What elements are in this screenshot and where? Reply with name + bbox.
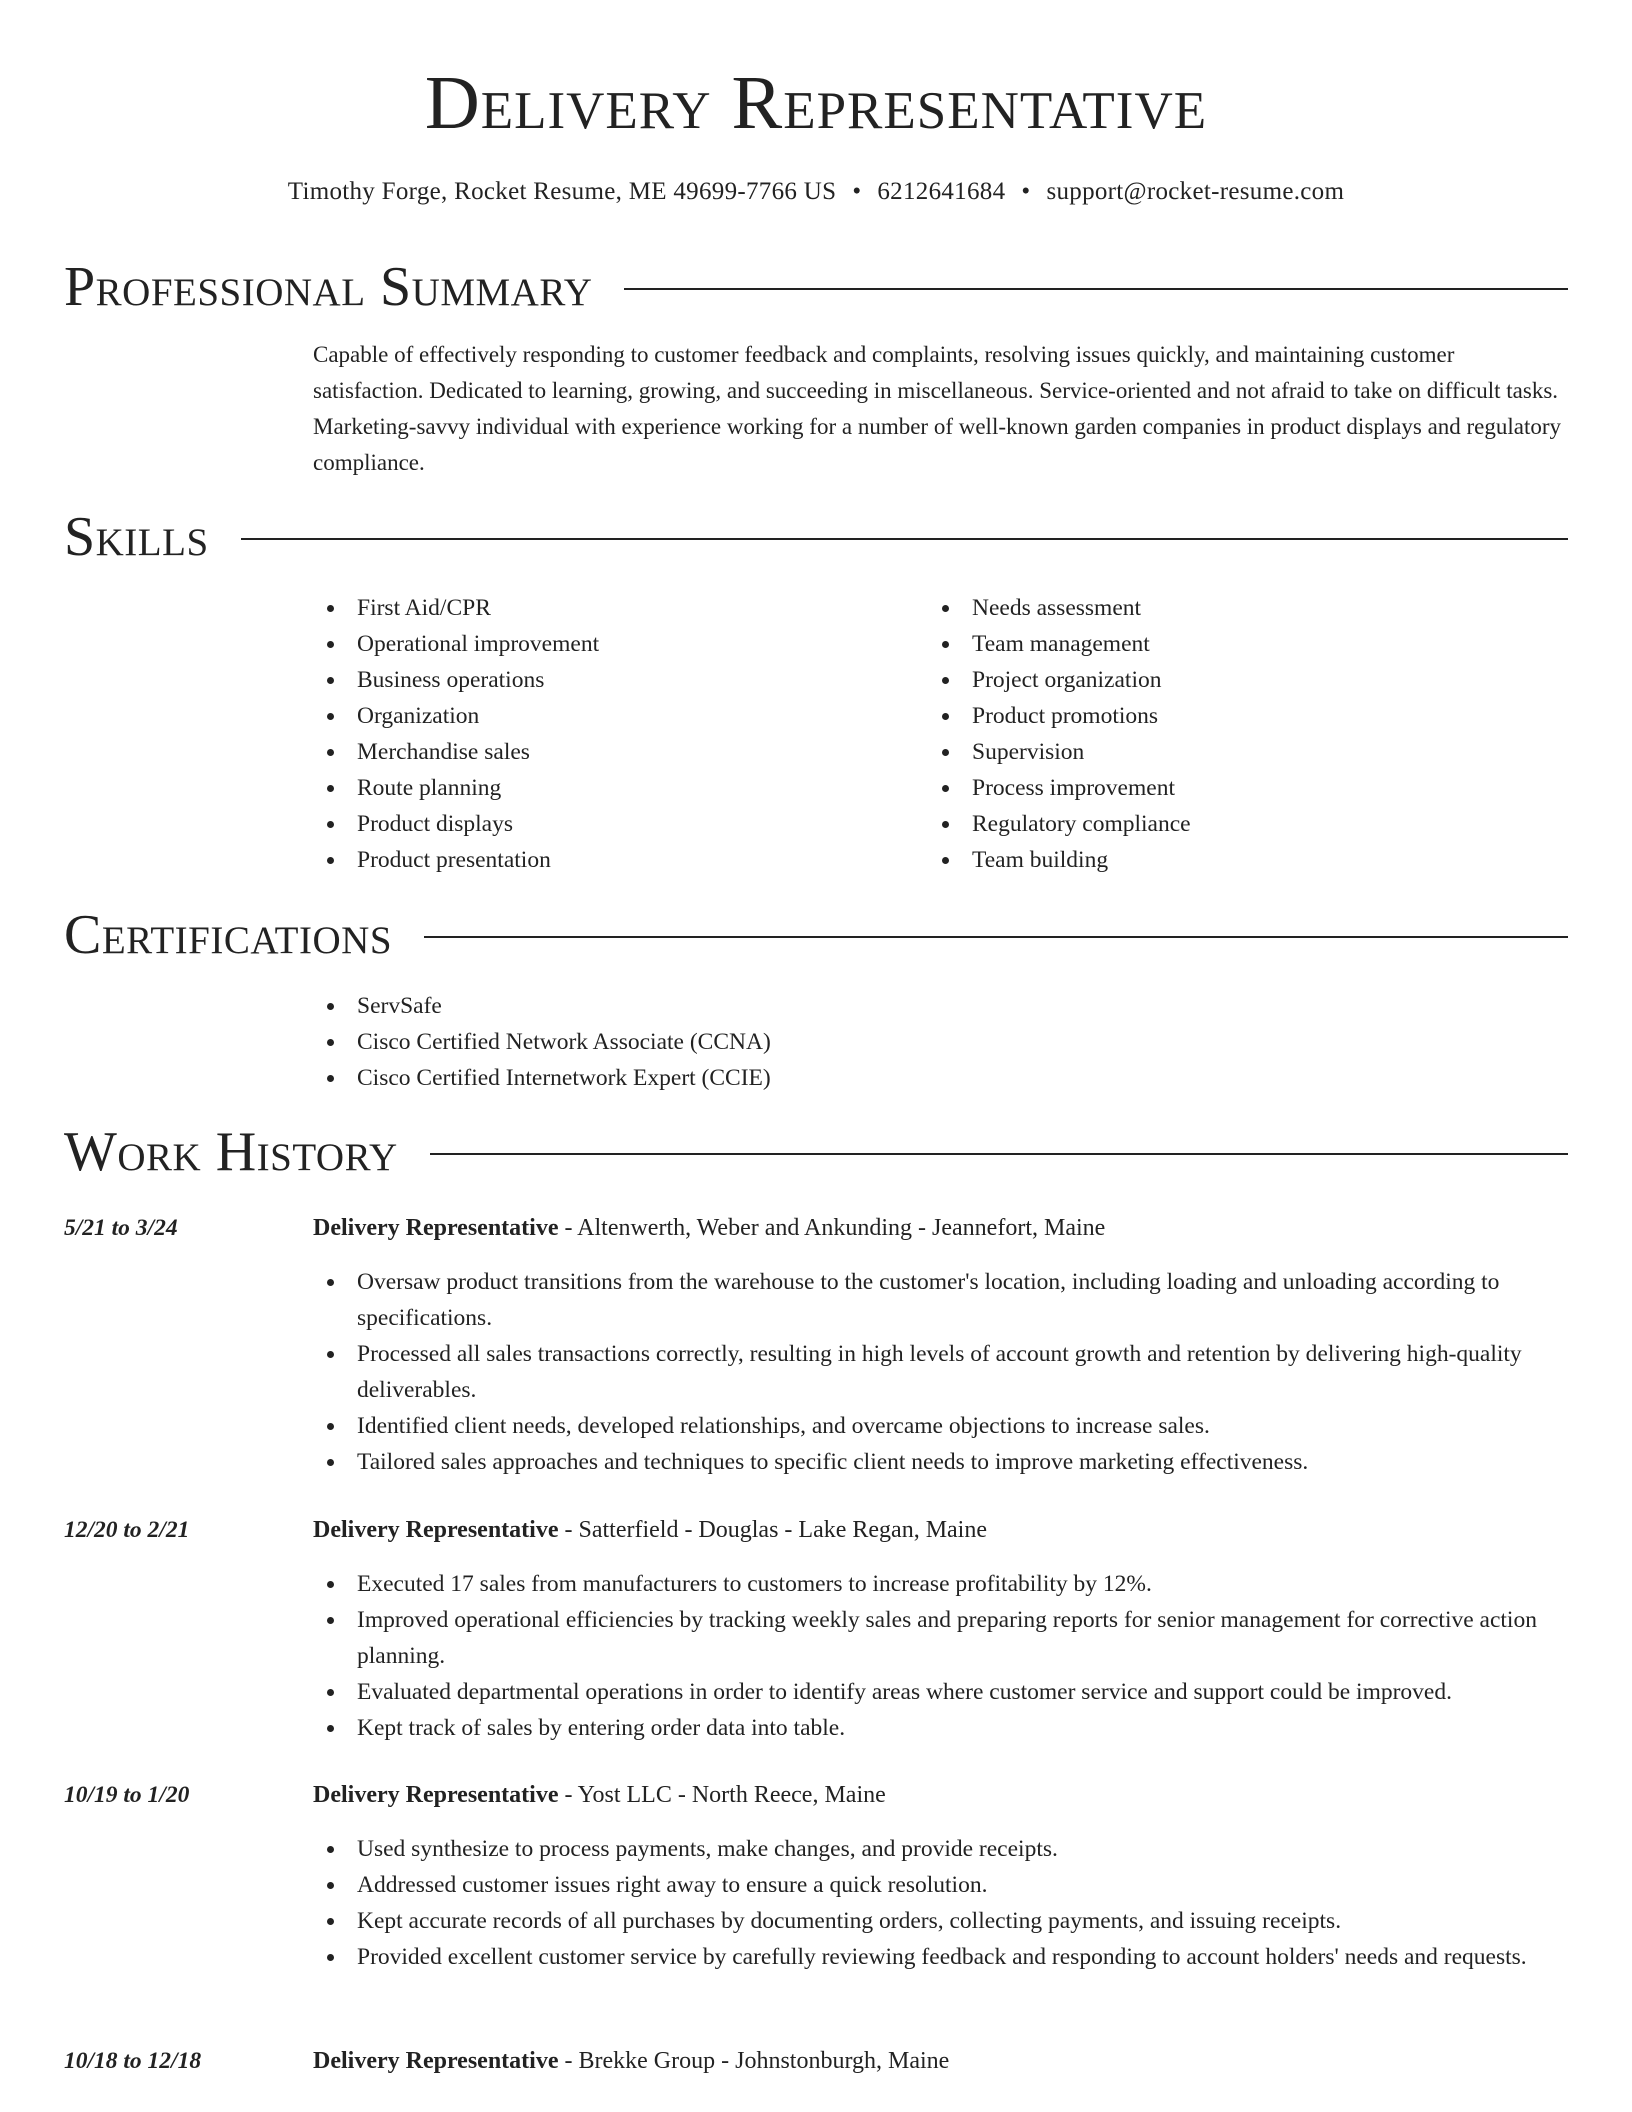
job-bullets [313,1566,1568,1746]
job-employer: - Yost LLC - North Reece, Maine [558,1782,886,1808]
job-heading [313,1512,1568,1548]
separator-dot: • [852,178,862,205]
skill-item: Product presentation [313,842,873,878]
section-divider [624,288,1568,290]
job-heading [313,1777,1568,1813]
section-divider [241,538,1568,540]
job-bullet: Addressed customer issues right away to ensure a quick resolution. [313,1867,1568,1903]
skill-item: Product promotions [928,698,1528,734]
job-title: Delivery Representative [313,1782,559,1808]
section-title: Skills [64,506,209,568]
job-heading [313,1210,1568,1246]
section-header-work-history [64,1117,1568,1187]
section-header-certifications [64,900,1568,970]
skills-list-left [313,590,873,878]
skill-item: Business operations [313,662,873,698]
job-bullet: Evaluated departmental operations in order to identify areas where customer service and support could be improved. [313,1674,1568,1710]
job-bullet: Identified client needs, developed relationships, and overcame objections to increase sales. [313,1408,1568,1444]
skill-item: Process improvement [928,770,1528,806]
skill-item: Route planning [313,770,873,806]
job-heading [313,2043,1568,2079]
section-title: Certifications [64,904,393,966]
skill-item: Product displays [313,806,873,842]
certification-item: Cisco Certified Internetwork Expert (CCIE) [313,1060,1213,1096]
skill-item: Team building [928,842,1528,878]
job-dates: 5/21 to 3/24 [64,1215,178,1241]
skill-item: Needs assessment [928,590,1528,626]
job-bullet: Kept track of sales by entering order data into table. [313,1710,1568,1746]
job-bullet: Kept accurate records of all purchases by documenting orders, collecting payments, and issuing receipts. [313,1903,1568,1939]
job-dates: 10/18 to 12/18 [64,2048,202,2074]
job-bullet: Processed all sales transactions correctly, resulting in high levels of account growth and retention by delivering high-quality deliverables. [313,1336,1568,1408]
job-employer: - Altenwerth, Weber and Ankunding - Jeannefort, Maine [558,1215,1106,1241]
skills-list-right [928,590,1528,878]
certification-item: Cisco Certified Network Associate (CCNA) [313,1024,1213,1060]
section-divider [424,936,1568,938]
contact-line [0,174,1632,210]
contact-phone: 6212641684 [877,178,1006,205]
job-bullets [313,1264,1568,1480]
separator-dot: • [1021,178,1031,205]
page-title: Delivery Representative [424,61,1208,145]
section-divider [430,1153,1568,1155]
job-bullet: Executed 17 sales from manufacturers to customers to increase profitability by 12%. [313,1566,1568,1602]
job-bullet: Oversaw product transitions from the warehouse to the customer's location, including loading and unloading according to specifications. [313,1264,1568,1336]
skill-item: Team management [928,626,1528,662]
section-header-skills [64,502,1568,572]
contact-email: support@rocket-resume.com [1046,178,1345,205]
job-title: Delivery Representative [313,1215,559,1241]
section-header-summary [64,252,1568,322]
skill-item: Project organization [928,662,1528,698]
job-dates: 10/19 to 1/20 [64,1782,190,1808]
job-bullet: Improved operational efficiencies by tracking weekly sales and preparing reports for senior management for corrective action planning. [313,1602,1568,1674]
job-bullet: Used synthesize to process payments, make changes, and provide receipts. [313,1831,1568,1867]
job-title: Delivery Representative [313,2048,559,2074]
job-bullet: Provided excellent customer service by carefully reviewing feedback and responding to account holders' needs and requests. [313,1939,1568,1975]
section-title: Work History [64,1121,398,1183]
job-employer: - Brekke Group - Johnstonburgh, Maine [558,2048,950,2074]
contact-address: Timothy Forge, Rocket Resume, ME 49699-7766 US [287,178,837,205]
skill-item: Operational improvement [313,626,873,662]
certifications-list [313,988,1213,1096]
job-bullet: Tailored sales approaches and techniques to specific client needs to improve marketing effectiveness. [313,1444,1568,1480]
skill-item: Supervision [928,734,1528,770]
skill-item: First Aid/CPR [313,590,873,626]
summary-text: Capable of effectively responding to customer feedback and complaints, resolving issues quickly, and maintaining customer satisfaction. Dedicated to learning, growing, and succeeding in miscellaneous. Service-oriented and not afraid to take on difficult tasks. Marketing-savvy individual with experience working for a number of well-known garden companies in product displays and regulatory compliance. [313,342,1562,475]
skill-item: Regulatory compliance [928,806,1528,842]
skill-item: Merchandise sales [313,734,873,770]
job-employer: - Satterfield - Douglas - Lake Regan, Maine [558,1517,988,1543]
job-dates: 12/20 to 2/21 [64,1517,190,1543]
section-title: Professional Summary [64,256,593,318]
job-bullets [313,1831,1568,1975]
job-title: Delivery Representative [313,1517,559,1543]
skill-item: Organization [313,698,873,734]
certification-item: ServSafe [313,988,1213,1024]
